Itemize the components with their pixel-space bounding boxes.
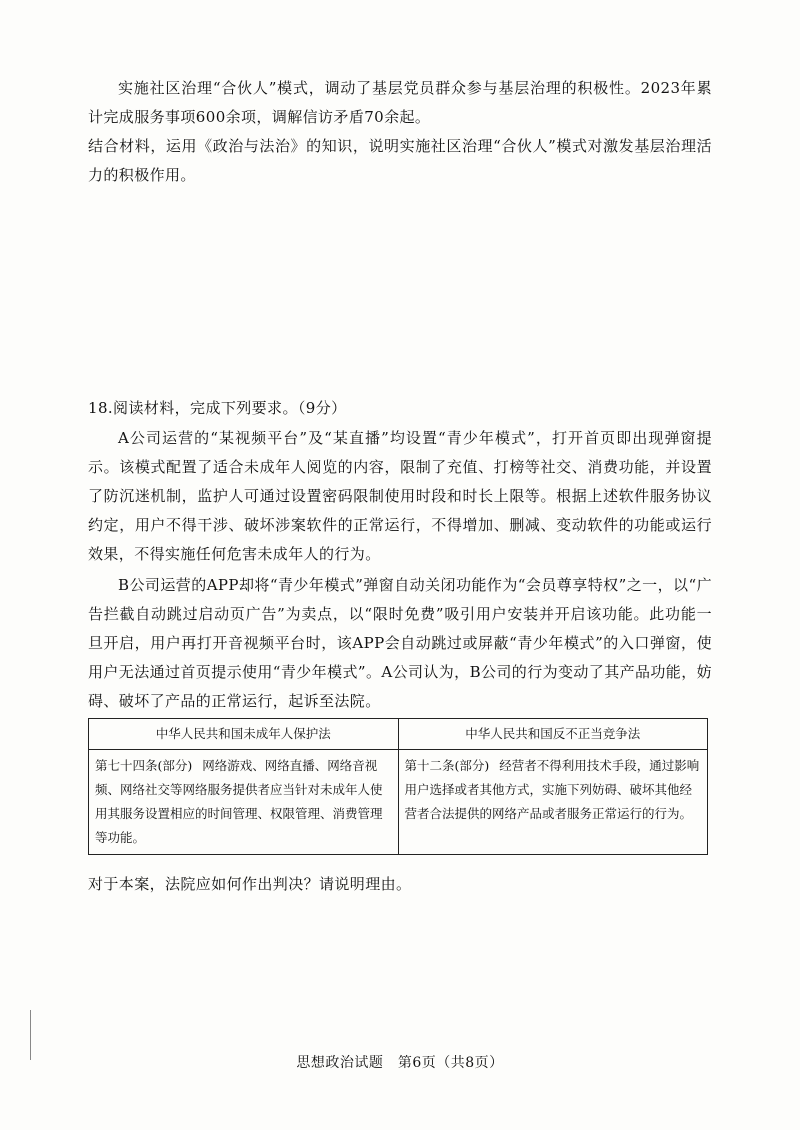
question-18-prompt: 对于本案，法院应如何作出判决？请说明理由。: [88, 875, 412, 893]
question-18-heading: 18.阅读材料，完成下列要求。（9分）: [88, 399, 347, 417]
article-number: 第十二条(部分): [404, 758, 490, 773]
article-text: 网络游戏、网络直播、网络音视频、网络社交等网络服务提供者应当针对未成年人使用其服务设置相应的时间管理、权限管理、消费管理等功能。: [95, 758, 383, 845]
table-header-anti-unfair-competition-law: 中华人民共和国反不正当竞争法: [398, 719, 708, 750]
material-paragraph-a: A公司运营的“某视频平台”及“某直播”均设置“青少年模式”，打开首页即出现弹窗提示。该模式配置了适合未成年人阅览的内容，限制了充值、打榜等社交、消费功能，并设置了防沉迷机制，监护人可通过设置密码限制使用时段和时长上限等。根据上述软件服务协议约定，用户不得干涉、破坏涉案软件的正常运行，不得增加、删减、变动软件的功能或运行效果，不得实施任何危害未成年人的行为。: [88, 429, 712, 563]
law-cell-article-74: [89, 750, 399, 855]
page-footer: 思想政治试题 第6页（共8页）: [296, 1055, 504, 1071]
article-number: 第七十四条(部分): [95, 758, 193, 773]
material-paragraph: 实施社区治理“合伙人”模式，调动了基层党员群众参与基层治理的积极性。2023年累计完成服务事项600余项，调解信访矛盾70余起。: [88, 79, 712, 126]
table-row: [89, 750, 708, 855]
table-header-minor-protection-law: 中华人民共和国未成年人保护法: [89, 719, 399, 750]
law-articles-table: [88, 718, 708, 855]
law-cell-article-12: [398, 750, 708, 855]
question-17-prompt: 结合材料，运用《政治与法治》的知识，说明实施社区治理“合伙人”模式对激发基层治理活力的积极作用。: [88, 137, 712, 184]
table-header-row: [89, 719, 708, 750]
material-paragraph-b: B公司运营的APP却将“青少年模式”弹窗自动关闭功能作为“会员尊享特权”之一，以“广告拦截自动跳过启动页广告”为卖点，以“限时免费”吸引用户安装并开启该功能。此功能一旦开启，用户再打开音视频平台时，该APP会自动跳过或屏蔽“青少年模式”的入口弹窗，使用户无法通过首页提示使用“青少年模式”。A公司认为，B公司的行为变动了其产品功能，妨碍、破坏了产品的正常运行，起诉至法院。: [88, 576, 712, 710]
article-text: 经营者不得利用技术手段，通过影响用户选择或者其他方式，实施下列妨碍、破坏其他经营者合法提供的网络产品或者服务正常运行的行为。: [404, 758, 700, 821]
